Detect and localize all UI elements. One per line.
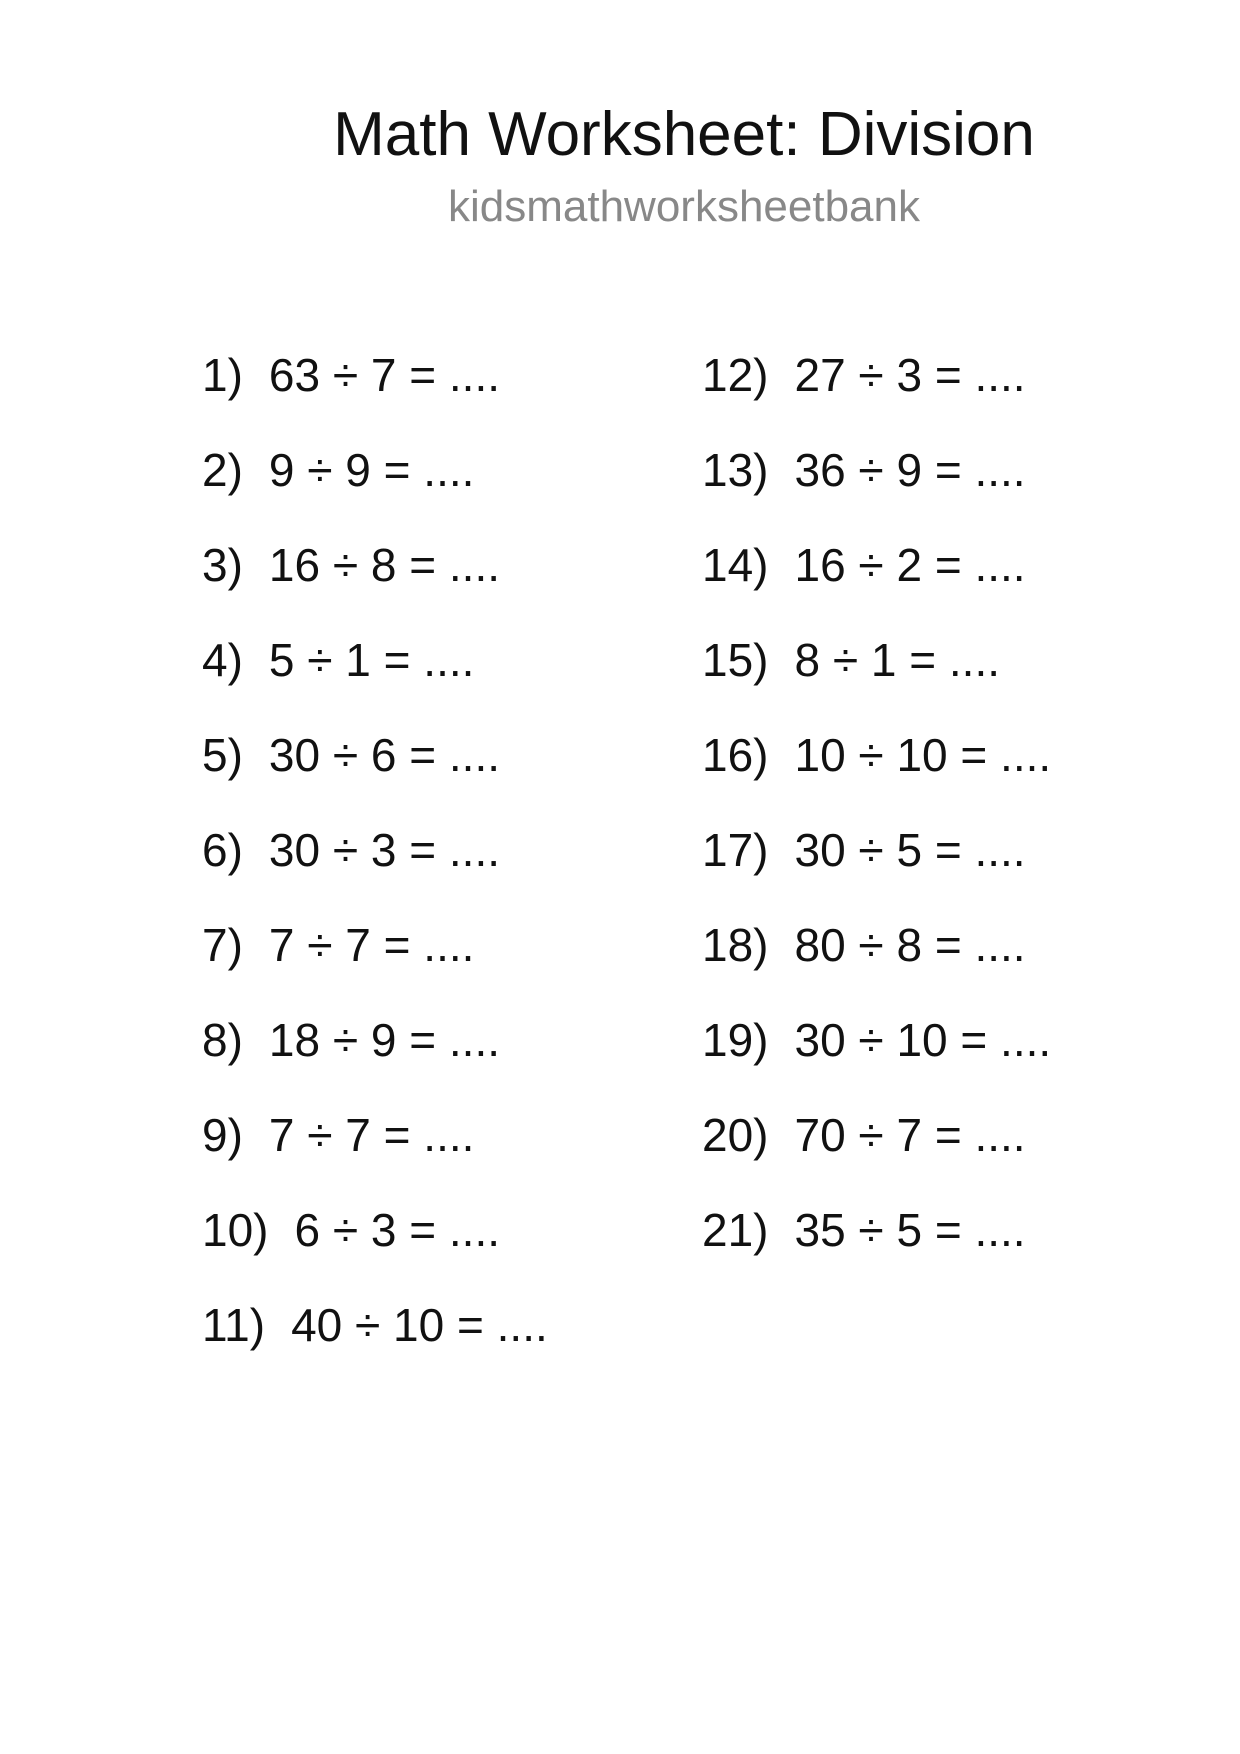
problem-item [702,347,1051,442]
problem-expression: 30 ÷ 3 = .... [268,824,501,876]
problem-column-right [702,347,1051,1297]
problem-item [202,1202,548,1297]
problem-number: 5) [202,729,243,781]
problem-number: 17) [702,824,769,876]
problem-expression: 16 ÷ 2 = .... [794,539,1026,591]
page-subtitle: kidsmathworksheetbank [447,182,920,231]
problem-expression: 35 ÷ 5 = .... [794,1204,1026,1256]
problem-expression: 10 ÷ 10 = .... [794,729,1052,781]
problem-number: 9) [202,1109,243,1161]
problem-item [702,917,1051,1012]
problem-column-left [202,347,548,1392]
problem-item [702,632,1051,727]
problem-expression: 16 ÷ 8 = .... [268,539,501,591]
problem-number: 1) [202,349,243,401]
page-title: Math Worksheet: Division [333,100,1035,169]
problem-expression: 80 ÷ 8 = .... [794,919,1026,971]
problem-expression: 9 ÷ 9 = .... [268,444,475,496]
problem-number: 20) [702,1109,769,1161]
problem-item [702,537,1051,632]
problem-item [202,442,548,537]
problem-item [202,727,548,822]
problem-expression: 27 ÷ 3 = .... [794,349,1026,401]
problem-number: 11) [202,1299,266,1351]
problem-item [202,1297,548,1392]
problem-expression: 30 ÷ 10 = .... [794,1014,1052,1066]
problem-expression: 63 ÷ 7 = .... [268,349,501,401]
problem-item [702,1202,1051,1297]
problem-expression: 5 ÷ 1 = .... [268,634,475,686]
problem-expression: 40 ÷ 10 = .... [291,1299,548,1351]
problem-expression: 6 ÷ 3 = .... [294,1204,501,1256]
problem-number: 19) [702,1014,769,1066]
problem-item [202,537,548,632]
problem-expression: 18 ÷ 9 = .... [268,1014,501,1066]
problem-number: 8) [202,1014,243,1066]
problem-expression: 7 ÷ 7 = .... [268,1109,475,1161]
problem-item [202,917,548,1012]
problem-item [702,1107,1051,1202]
problem-expression: 8 ÷ 1 = .... [794,634,1001,686]
problem-number: 2) [202,444,243,496]
problem-expression: 30 ÷ 6 = .... [268,729,501,781]
problem-number: 15) [702,634,769,686]
problem-expression: 7 ÷ 7 = .... [268,919,475,971]
problem-number: 7) [202,919,243,971]
problem-item [202,1012,548,1107]
problem-number: 18) [702,919,769,971]
problem-item [702,727,1051,822]
problem-expression: 36 ÷ 9 = .... [794,444,1026,496]
problem-number: 13) [702,444,769,496]
problem-expression: 30 ÷ 5 = .... [794,824,1026,876]
problem-item [202,347,548,442]
problem-item [202,822,548,917]
problem-item [202,632,548,727]
problem-expression: 70 ÷ 7 = .... [794,1109,1026,1161]
problem-number: 3) [202,539,243,591]
problem-item [702,822,1051,917]
problem-number: 4) [202,634,243,686]
problem-number: 10) [202,1204,269,1256]
problem-item [702,442,1051,537]
problem-item [702,1012,1051,1107]
problem-item [202,1107,548,1202]
problem-number: 12) [702,349,769,401]
problem-number: 16) [702,729,769,781]
problem-number: 14) [702,539,769,591]
problem-number: 6) [202,824,243,876]
problem-number: 21) [702,1204,769,1256]
